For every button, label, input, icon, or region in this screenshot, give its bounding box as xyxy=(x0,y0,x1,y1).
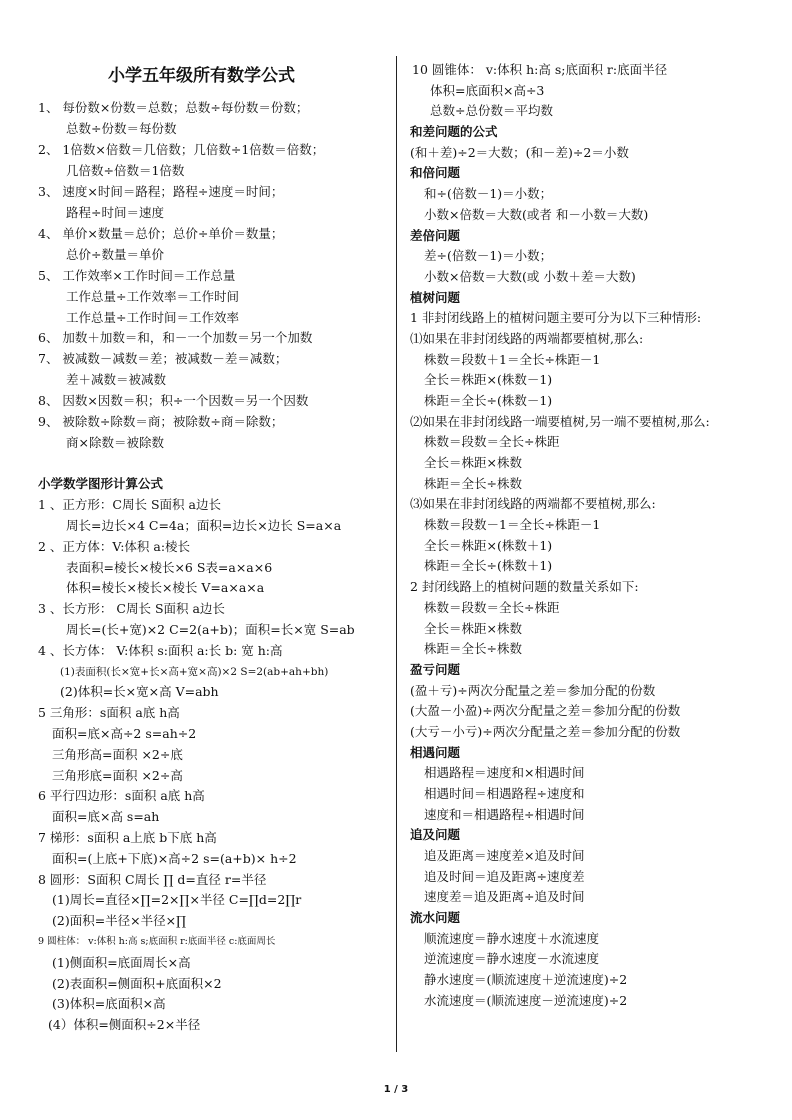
formula-line: 8 圆形：S面积 C周长 ∏ d=直径 r=半径 xyxy=(38,872,267,887)
formula-line: 8、 因数×因数＝积；积÷一个因数＝另一个因数 xyxy=(38,393,309,408)
formula-line: 1 非封闭线路上的植树问题主要可分为以下三种情形: xyxy=(410,310,702,325)
formula-line: 总价÷数量＝单价 xyxy=(66,247,164,262)
page-title: 小学五年级所有数学公式 xyxy=(108,66,295,86)
formula-line: 株数＝段数＝全长÷株距 xyxy=(424,434,560,449)
formula-line: 相遇时间＝相遇路程÷速度和 xyxy=(424,786,585,801)
formula-line: 5、 工作效率×工作时间＝工作总量 xyxy=(38,268,236,283)
formula-line: 水流速度＝(顺流速度－逆流速度)÷2 xyxy=(424,993,628,1008)
section-heading: 小学数学图形计算公式 xyxy=(38,476,164,491)
formula-line: (和＋差)÷2＝大数；(和－差)÷2＝小数 xyxy=(410,145,629,160)
formula-line: (2)体积=长×宽×高 V=abh xyxy=(60,684,219,699)
formula-line: 体积=棱长×棱长×棱长 V=a×a×a xyxy=(66,580,265,595)
section-heading: 差倍问题 xyxy=(410,228,461,243)
formula-line: 株距＝全长÷株数 xyxy=(424,476,522,491)
formula-line: (1)侧面积=底面周长×高 xyxy=(52,955,191,970)
formula-line: 差÷(倍数－1)＝小数； xyxy=(424,248,553,263)
formula-line: 7、 被减数－减数＝差；被减数－差＝减数； xyxy=(38,351,288,366)
formula-line: 3 、长方形： C周长 S面积 a边长 xyxy=(38,601,225,616)
formula-line: (盈＋亏)÷两次分配量之差＝参加分配的份数 xyxy=(410,683,656,698)
formula-line: 10 圆锥体： v:体积 h:高 s;底面积 r:底面半径 xyxy=(412,62,668,77)
formula-line: 面积=底×高÷2 s=ah÷2 xyxy=(52,726,197,741)
formula-line: 株距＝全长÷(株数－1) xyxy=(424,393,553,408)
formula-line: 三角形底=面积 ×2÷高 xyxy=(52,768,183,783)
formula-line: 株距＝全长÷(株数＋1) xyxy=(424,558,553,573)
formula-line: ⑶如果在非封闭线路的两端都不要植树,那么: xyxy=(410,496,656,511)
formula-line: 总数÷份数＝每份数 xyxy=(66,121,177,136)
formula-line: 面积=底×高 s=ah xyxy=(52,809,160,824)
formula-line: (1)表面积(长×宽+长×高+宽×高)×2 S=2(ab+ah+bh) xyxy=(60,666,329,678)
formula-line: 追及时间＝追及距离÷速度差 xyxy=(424,869,585,884)
formula-line: 工作总量÷工作效率＝工作时间 xyxy=(66,289,239,304)
formula-line: (3)体积=底面积×高 xyxy=(52,996,166,1011)
formula-line: 株数＝段数＝全长÷株距 xyxy=(424,600,560,615)
formula-line: 6、 加数＋加数＝和，和－一个加数＝另一个加数 xyxy=(38,330,313,345)
formula-line: 逆流速度＝静水速度－水流速度 xyxy=(424,951,600,966)
formula-line: (1)周长=直径×∏=2×∏×半径 C=∏d=2∏r xyxy=(52,892,302,907)
formula-line: 速度和＝相遇路程÷相遇时间 xyxy=(424,807,585,822)
formula-line: 相遇路程＝速度和×相遇时间 xyxy=(424,765,585,780)
formula-line: ⑴如果在非封闭线路的两端都要植树,那么: xyxy=(410,331,644,346)
formula-line: 6 平行四边形：s面积 a底 h高 xyxy=(38,788,205,803)
formula-line: 5 三角形：s面积 a底 h高 xyxy=(38,705,180,720)
formula-line: 周长=边长×4 C=4a；面积=边长×边长 S=a×a xyxy=(66,518,342,533)
formula-line: 小数×倍数＝大数(或 小数＋差＝大数) xyxy=(424,269,636,284)
formula-line: 工作总量÷工作时间＝工作效率 xyxy=(66,310,239,325)
formula-line: 追及距离＝速度差×追及时间 xyxy=(424,848,585,863)
formula-line: 表面积=棱长×棱长×6 S表=a×a×6 xyxy=(66,560,273,575)
formula-line: 7 梯形：s面积 a上底 b下底 h高 xyxy=(38,830,217,845)
formula-line: 差＋减数＝被减数 xyxy=(66,372,167,387)
section-heading: 盈亏问题 xyxy=(410,662,461,677)
formula-line: 顺流速度＝静水速度＋水流速度 xyxy=(424,931,600,946)
formula-line: 9 圆柱体： v:体积 h:高 s;底面积 r:底面半径 c:底面周长 xyxy=(38,936,276,947)
section-heading: 流水问题 xyxy=(410,910,461,925)
formula-line: (2)表面积=侧面积+底面积×2 xyxy=(52,976,222,991)
formula-line: 2、 1倍数×倍数＝几倍数；几倍数÷1倍数＝倍数； xyxy=(38,142,325,157)
section-heading: 相遇问题 xyxy=(410,745,461,760)
formula-line: (2)面积=半径×半径×∏ xyxy=(52,913,187,928)
formula-line: 全长＝株距×(株数－1) xyxy=(424,372,553,387)
section-heading: 和差问题的公式 xyxy=(410,124,498,139)
formula-line: 路程÷时间＝速度 xyxy=(66,205,164,220)
section-heading: 植树问题 xyxy=(410,290,461,305)
column-divider xyxy=(396,56,397,1052)
formula-line: 株数＝段数＋1＝全长÷株距－1 xyxy=(424,352,601,367)
formula-line: 4、 单价×数量＝总价；总价÷单价＝数量； xyxy=(38,226,284,241)
formula-line: 周长=(长+宽)×2 C=2(a+b)；面积=长×宽 S=ab xyxy=(66,622,355,637)
formula-line: 1 、正方形：C周长 S面积 a边长 xyxy=(38,497,221,512)
formula-line: 2 封闭线路上的植树问题的数量关系如下: xyxy=(410,579,639,594)
formula-line: 1、 每份数×份数＝总数；总数÷每份数＝份数； xyxy=(38,100,309,115)
formula-line: (4）体积=侧面积÷2×半径 xyxy=(48,1017,201,1032)
formula-line: 体积=底面积×高÷3 xyxy=(430,83,545,98)
formula-line: 株距＝全长÷株数 xyxy=(424,641,522,656)
formula-line: 静水速度＝(顺流速度＋逆流速度)÷2 xyxy=(424,972,628,987)
formula-line: 几倍数÷倍数＝1倍数 xyxy=(66,163,185,178)
formula-line: ⑵如果在非封闭线路一端要植树,另一端不要植树,那么: xyxy=(410,414,710,429)
formula-line: 全长＝株距×株数 xyxy=(424,455,522,470)
formula-line: (大亏－小亏)÷两次分配量之差＝参加分配的份数 xyxy=(410,724,681,739)
formula-line: 株数＝段数－1＝全长÷株距－1 xyxy=(424,517,601,532)
formula-line: 2 、正方体：V:体积 a:棱长 xyxy=(38,539,191,554)
formula-line: 面积=(上底+下底)×高÷2 s=(a+b)× h÷2 xyxy=(52,851,297,866)
formula-line: 三角形高=面积 ×2÷底 xyxy=(52,747,183,762)
formula-line: (大盈－小盈)÷两次分配量之差＝参加分配的份数 xyxy=(410,703,681,718)
section-heading: 和倍问题 xyxy=(410,165,461,180)
formula-line: 全长＝株距×(株数＋1) xyxy=(424,538,553,553)
formula-line: 小数×倍数＝大数(或者 和－小数＝大数) xyxy=(424,207,649,222)
formula-line: 商×除数＝被除数 xyxy=(66,435,164,450)
formula-line: 9、 被除数÷除数＝商；被除数÷商＝除数； xyxy=(38,414,284,429)
formula-line: 总数÷总份数＝平均数 xyxy=(430,103,553,118)
section-heading: 追及问题 xyxy=(410,827,461,842)
page-number: 1 / 3 xyxy=(383,1084,409,1095)
formula-line: 4 、长方体： V:体积 s:面积 a:长 b: 宽 h:高 xyxy=(38,643,283,658)
formula-line: 全长＝株距×株数 xyxy=(424,621,522,636)
formula-line: 3、 速度×时间＝路程；路程÷速度＝时间； xyxy=(38,184,284,199)
formula-line: 和÷(倍数－1)＝小数； xyxy=(424,186,553,201)
formula-line: 速度差＝追及距离÷追及时间 xyxy=(424,889,585,904)
